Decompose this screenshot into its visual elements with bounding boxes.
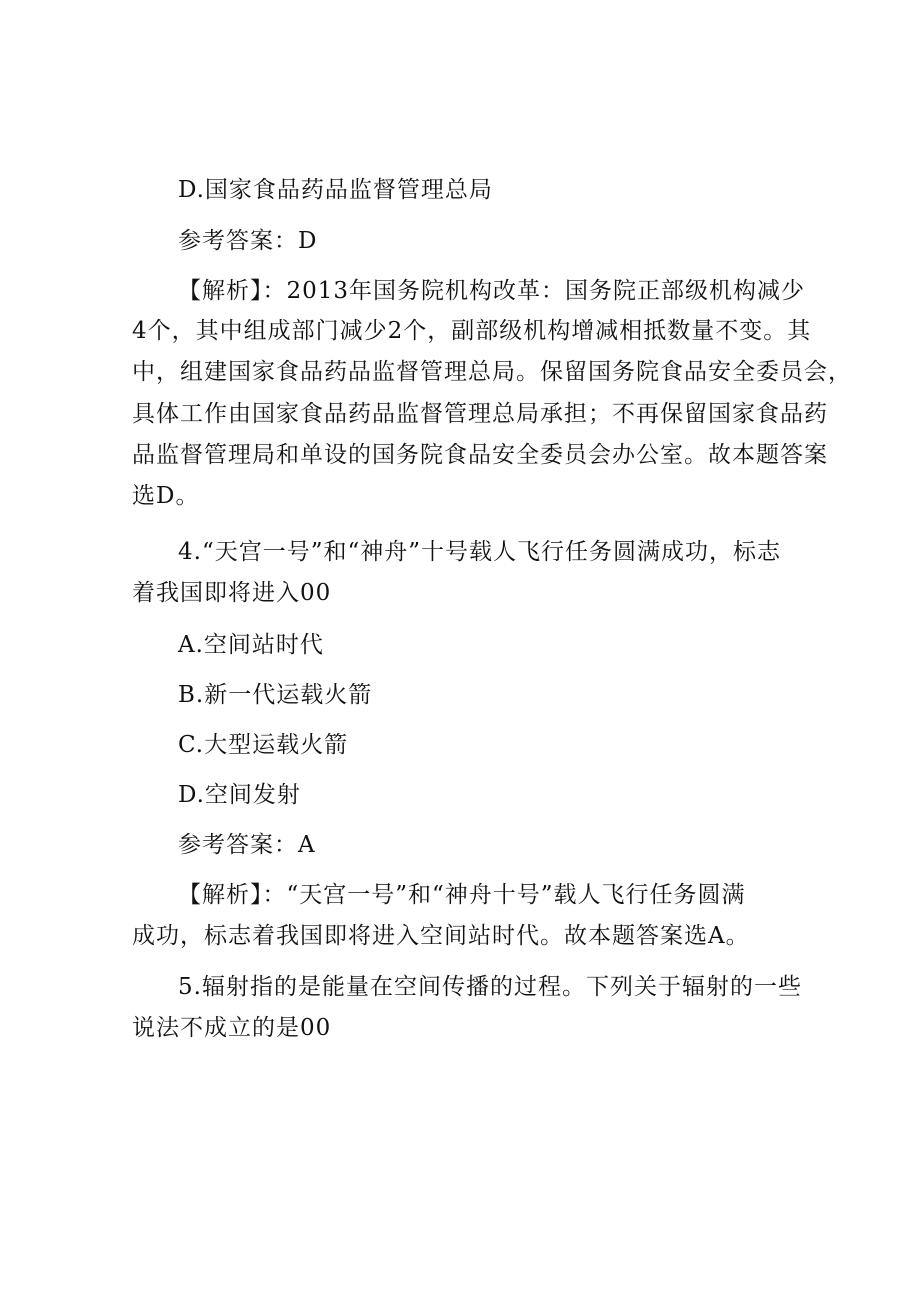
q3-answer: 参考答案：D [178,228,318,254]
q4-analysis-line-1: 【解析】：“天宫一号”和“神舟十号”载人飞行任务圆满 [178,882,746,908]
q4-answer: 参考答案：A [178,832,316,858]
q3-analysis-line-1: 【解析】：2013年国务院机构改革：国务院正部级机构减少 [178,278,806,304]
q4-analysis-line-2: 成功，标志着我国即将进入空间站时代。故本题答案选A。 [132,923,750,949]
q3-analysis-line-4: 具体工作由国家食品药品监督管理总局承担；不再保留国家食品药 [132,401,828,427]
q4-stem-line-1: 4.“天宫一号”和“神舟”十号载人飞行任务圆满成功，标志 [178,539,781,565]
q4-stem-line-2: 着我国即将进入00 [132,580,332,606]
q3-analysis-line-2: 4个，其中组成部门减少2个，副部级机构增减相抵数量不变。其 [132,318,812,344]
q4-option-b: B.新一代运载火箭 [178,682,373,708]
q3-analysis-line-5: 品监督管理局和单设的国务院食品安全委员会办公室。故本题答案 [132,442,828,468]
q5-stem-line-1: 5.辐射指的是能量在空间传播的过程。下列关于辐射的一些 [178,974,802,1000]
q5-stem-line-2: 说法不成立的是00 [132,1015,332,1041]
q3-analysis-line-3: 中，组建国家食品药品监督管理总局。保留国务院食品安全委员会， [132,359,852,385]
q4-option-a: A.空间站时代 [178,632,324,658]
q3-analysis-line-6: 选D。 [132,483,200,509]
q4-option-d: D.空间发射 [178,782,301,808]
q3-option-d: D.国家食品药品监督管理总局 [178,177,493,203]
q4-option-c: C.大型运载火箭 [178,732,349,758]
